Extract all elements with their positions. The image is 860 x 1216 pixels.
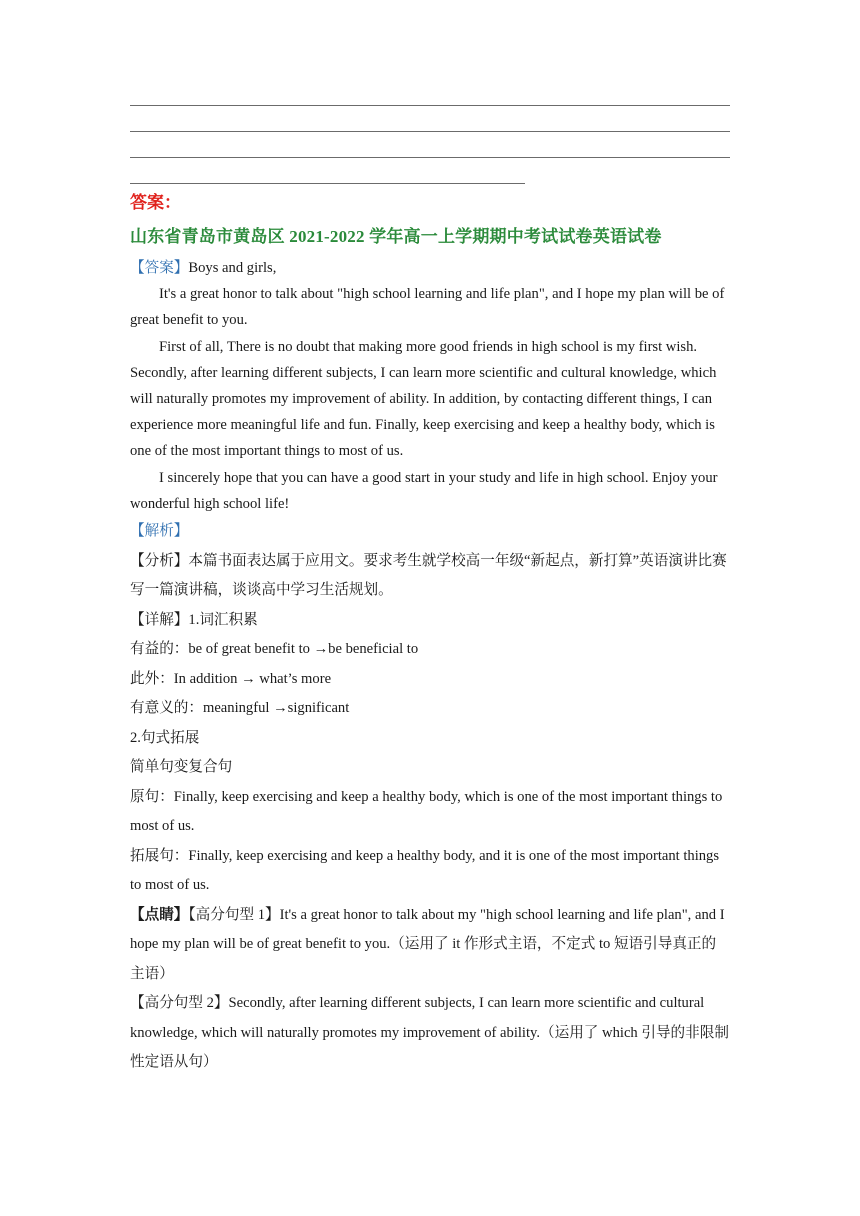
answer-line [130, 183, 525, 184]
vocab-item: 有益的：be of great benefit to →be beneficial to [130, 641, 419, 658]
original-sentence: 原句：Finally, keep exercising and keep a healthy body, which is one of the most important things to most of us. [130, 788, 723, 835]
document-page [130, 105, 730, 1078]
essay-paragraph-1: It's a great honor to talk about "high school learning and life plan", and I hope my plan will be of great benefit to you. [130, 286, 725, 329]
expanded-sentence: 拓展句：Finally, keep exercising and keep a healthy body, and it is one of the most important things to most of us. [130, 847, 720, 894]
highlight-sentence-2: 【高分句型 2】Secondly, after learning different subjects, I can learn more scientific and cultural knowledge, which will naturally promotes my improvement of ability.（运用了 which 引导的非限制性定语从句） [130, 995, 729, 1071]
section-heading: 2.句式拓展 [130, 729, 200, 746]
essay-greeting: 【答案】Boys and girls, [130, 260, 277, 276]
answer-line [130, 157, 730, 158]
analysis-summary: 【分析】本篇书面表达属于应用文。要求考生就学校高一年级“新起点，新打算”英语演讲比赛写一篇演讲稿，谈谈高中学习生活规划。 [130, 552, 727, 599]
answer-tag: 【答案】 [130, 260, 189, 276]
highlight-sentence-1: 【点睛】【高分句型 1】It's a great honor to talk about my "high school learning and life plan", and I hope my plan will be of great benefit to you.（运用了 it 作形式主语，不定式 to 短语引导真正的主语） [130, 906, 725, 982]
essay-paragraph-2: First of all, There is no doubt that making more good friends in high school is my first wish. Secondly, after learning different subjects, I can learn more scientific and cultural knowledge, which will naturally promotes my improvement of ability. In addition, by contacting different things, I can experience more meaningful life and fun. Finally, keep exercising and keep a healthy body, which is one of the most important things to most of us. [130, 338, 717, 460]
answer-line [130, 131, 730, 132]
analysis-tag: 【解析】 [130, 523, 189, 540]
vocab-item: 此外：In addition → what’s more [130, 670, 332, 687]
essay-paragraph-3: I sincerely hope that you can have a good start in your study and life in high school. Enjoy your wonderful high school life! [130, 469, 718, 512]
answer-line [130, 105, 730, 106]
answer-heading: 答案： [130, 193, 181, 212]
detail-heading: 【详解】1.词汇积累 [130, 611, 258, 628]
document-title: 山东省青岛市黄岛区 2021-2022 学年高一上学期期中考试试卷英语试卷 [130, 227, 662, 246]
section-subheading: 简单句变复合句 [130, 759, 233, 776]
vocab-item: 有意义的：meaningful →significant [130, 700, 350, 717]
